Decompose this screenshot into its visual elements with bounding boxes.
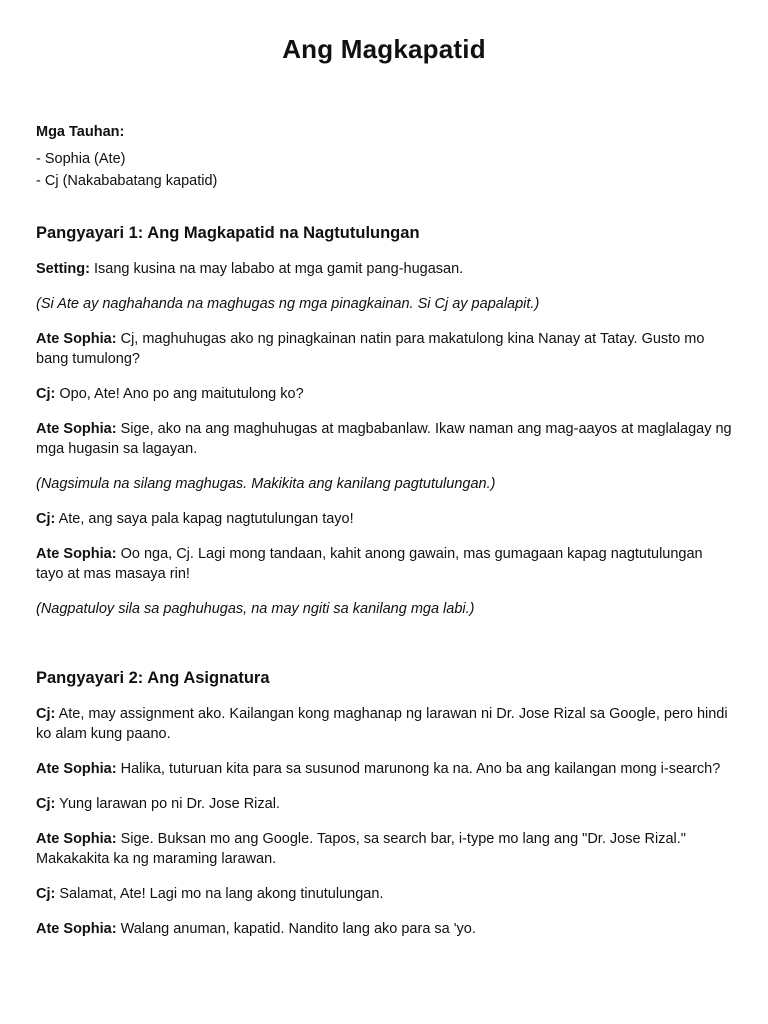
dialogue-text: Walang anuman, kapatid. Nandito lang ako para sa 'yo. <box>116 921 476 937</box>
speaker-name: Cj: <box>36 796 56 812</box>
dialogue-line <box>36 509 732 529</box>
dialogue-line <box>36 794 732 814</box>
dialogue-text: Ate, may assignment ako. Kailangan kong maghanap ng larawan ni Dr. Jose Rizal sa Google, pero hindi ko alam kung paano. <box>36 706 728 742</box>
stage-direction: (Nagpatuloy sila sa paghuhugas, na may ngiti sa kanilang mga labi.) <box>36 601 475 617</box>
stage-direction: (Si Ate ay naghahanda na maghugas ng mga pinagkainan. Si Cj ay papalapit.) <box>36 296 540 312</box>
dialogue-text: Halika, tuturuan kita para sa susunod marunong ka na. Ano ba ang kailangan mong i-search? <box>116 761 721 777</box>
speaker-name: Ate Sophia: <box>36 331 117 347</box>
scene-2 <box>36 667 732 939</box>
cast-item: - Sophia (Ate) <box>36 151 126 167</box>
dialogue-text: Yung larawan po ni Dr. Jose Rizal. <box>55 796 280 812</box>
setting-label: Setting: <box>36 261 90 277</box>
setting-line <box>36 259 732 279</box>
speaker-name: Cj: <box>36 511 56 527</box>
dialogue-text: Salamat, Ate! Lagi mo na lang akong tinutulungan. <box>55 886 384 902</box>
dialogue-line <box>36 919 732 939</box>
page-title: Ang Magkapatid <box>282 34 486 64</box>
setting-text: Isang kusina na may lababo at mga gamit pang-hugasan. <box>89 261 464 277</box>
speaker-name: Cj: <box>36 886 56 902</box>
scene-1 <box>36 222 732 619</box>
speaker-name: Ate Sophia: <box>36 831 117 847</box>
cast-item: - Cj (Nakababatang kapatid) <box>36 173 218 189</box>
scene-2-heading: Pangyayari 2: Ang Asignatura <box>36 669 270 687</box>
dialogue-text: Cj, maghuhugas ako ng pinagkainan natin para makatulong kina Nanay at Tatay. Gusto mo bang tumulong? <box>36 331 705 367</box>
speaker-name: Ate Sophia: <box>36 421 117 437</box>
speaker-name: Ate Sophia: <box>36 761 117 777</box>
dialogue-line <box>36 829 732 869</box>
dialogue-text: Oo nga, Cj. Lagi mong tandaan, kahit anong gawain, mas gumagaan kapag nagtutulungan tayo at mas masaya rin! <box>36 546 703 582</box>
speaker-name: Cj: <box>36 386 56 402</box>
dialogue-line <box>36 704 732 744</box>
cast-list <box>36 148 732 192</box>
dialogue-line <box>36 419 732 459</box>
dialogue-line <box>36 759 732 779</box>
cast-section <box>36 122 732 192</box>
speaker-name: Ate Sophia: <box>36 921 117 937</box>
dialogue-line <box>36 329 732 369</box>
speaker-name: Cj: <box>36 706 56 722</box>
dialogue-text: Ate, ang saya pala kapag nagtutulungan tayo! <box>55 511 354 527</box>
dialogue-line <box>36 884 732 904</box>
speaker-name: Ate Sophia: <box>36 546 117 562</box>
stage-direction: (Nagsimula na silang maghugas. Makikita ang kanilang pagtutulungan.) <box>36 476 496 492</box>
dialogue-text: Sige, ako na ang maghuhugas at magbabanlaw. Ikaw naman ang mag-aayos at maglalagay ng mga hugasin sa lagayan. <box>36 421 732 457</box>
cast-heading: Mga Tauhan: <box>36 124 125 140</box>
scene-1-heading: Pangyayari 1: Ang Magkapatid na Nagtutulungan <box>36 224 420 242</box>
dialogue-line <box>36 384 732 404</box>
dialogue-text: Sige. Buksan mo ang Google. Tapos, sa search bar, i-type mo lang ang "Dr. Jose Rizal." Makakakita ka ng maraming larawan. <box>36 831 686 867</box>
dialogue-line <box>36 544 732 584</box>
dialogue-text: Opo, Ate! Ano po ang maitutulong ko? <box>55 386 304 402</box>
